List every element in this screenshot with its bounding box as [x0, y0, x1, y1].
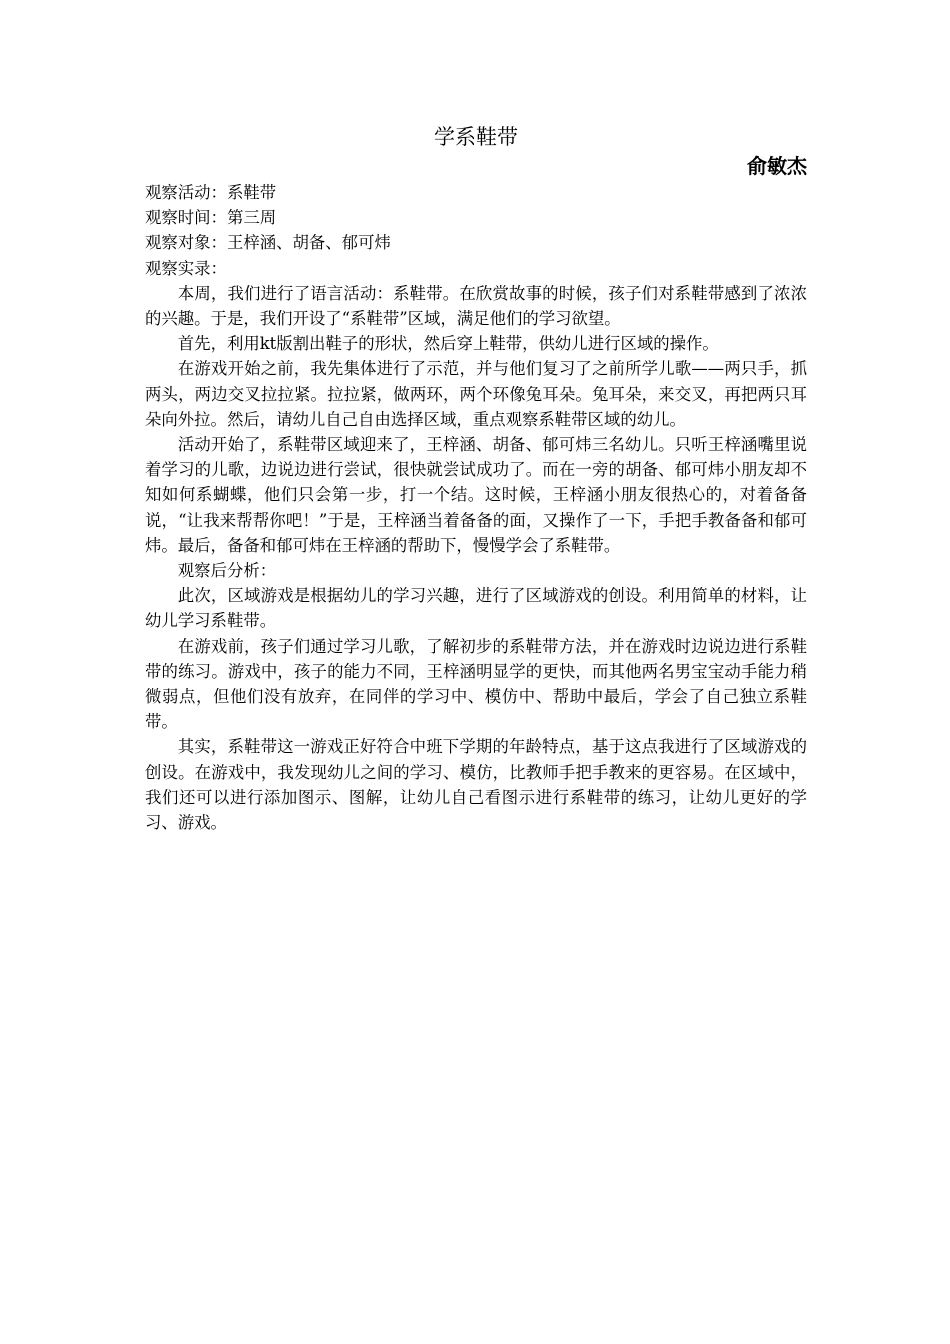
analysis-heading: 观察后分析： [177, 561, 277, 581]
record-paragraph: 在游戏开始之前，我先集体进行了示范，并与他们复习了之前所学儿歌——两只手，抓两头，两边交叉拉拉紧。拉拉紧，做两环，两个环像兔耳朵。兔耳朵，来交叉，再把两只耳朵向外拉。然后，请幼儿自己自由选择区域，重点观察系鞋带区域的幼儿。 [145, 359, 807, 429]
meta-label: 观察时间： [145, 208, 227, 228]
meta-label: 观察活动： [145, 183, 227, 202]
meta-subjects [145, 230, 807, 255]
record-paragraph: 首先，利用kt版割出鞋子的形状，然后穿上鞋带，供幼儿进行区域的操作。 [177, 334, 719, 354]
meta-value: 王梓涵、胡备、郁可炜 [226, 233, 391, 253]
analysis-paragraph: 此次，区域游戏是根据幼儿的学习兴趣，进行了区域游戏的创设。利用简单的材料，让幼儿学习系鞋带。 [145, 586, 807, 631]
document-title: 学系鞋带 [434, 125, 518, 149]
meta-time [145, 205, 807, 230]
document-body [145, 122, 807, 835]
meta-label: 观察对象： [145, 233, 227, 253]
meta-label: 观察实录： [145, 258, 227, 278]
meta-value: 系鞋带 [226, 183, 277, 202]
record-paragraph: 本周，我们进行了语言活动：系鞋带。在欣赏故事的时候，孩子们对系鞋带感到了浓浓的兴趣。于是，我们开设了“系鞋带”区域，满足他们的学习欲望。 [145, 283, 807, 329]
meta-activity [145, 180, 807, 205]
meta-record [145, 256, 807, 281]
meta-value: 第三周 [226, 208, 277, 228]
analysis-paragraph: 在游戏前，孩子们通过学习儿歌，了解初步的系鞋带方法，并在游戏时边说边进行系鞋带的练习。游戏中，孩子的能力不同，王梓涵明显学的更快，而其他两名男宝宝动手能力稍微弱点，但他们没有放弃，在同伴的学习中、模仿中、帮助中最后，学会了自己独立系鞋带。 [145, 636, 807, 732]
analysis-paragraph: 其实，系鞋带这一游戏正好符合中班下学期的年龄特点，基于这点我进行了区域游戏的创设。在游戏中，我发现幼儿之间的学习、模仿，比教师手把手教来的更容易。在区域中，我们还可以进行添加图示、图解，让幼儿自己看图示进行系鞋带的练习，让幼儿更好的学习、游戏。 [145, 737, 807, 833]
document-author: 俞敏杰 [747, 154, 807, 178]
record-paragraph: 活动开始了，系鞋带区域迎来了，王梓涵、胡备、郁可炜三名幼儿。只听王梓涵嘴里说着学习的儿歌，边说边进行尝试，很快就尝试成功了。而在一旁的胡备、郁可炜小朋友却不知如何系蝴蝶，他们只会第一步，打一个结。这时候，王梓涵小朋友很热心的，对着备备说，“让我来帮帮你吧！”于是，王梓涵当着备备的面，又操作了一下，手把手教备备和郁可炜。最后，备备和郁可炜在王梓涵的帮助下，慢慢学会了系鞋带。 [145, 435, 807, 555]
